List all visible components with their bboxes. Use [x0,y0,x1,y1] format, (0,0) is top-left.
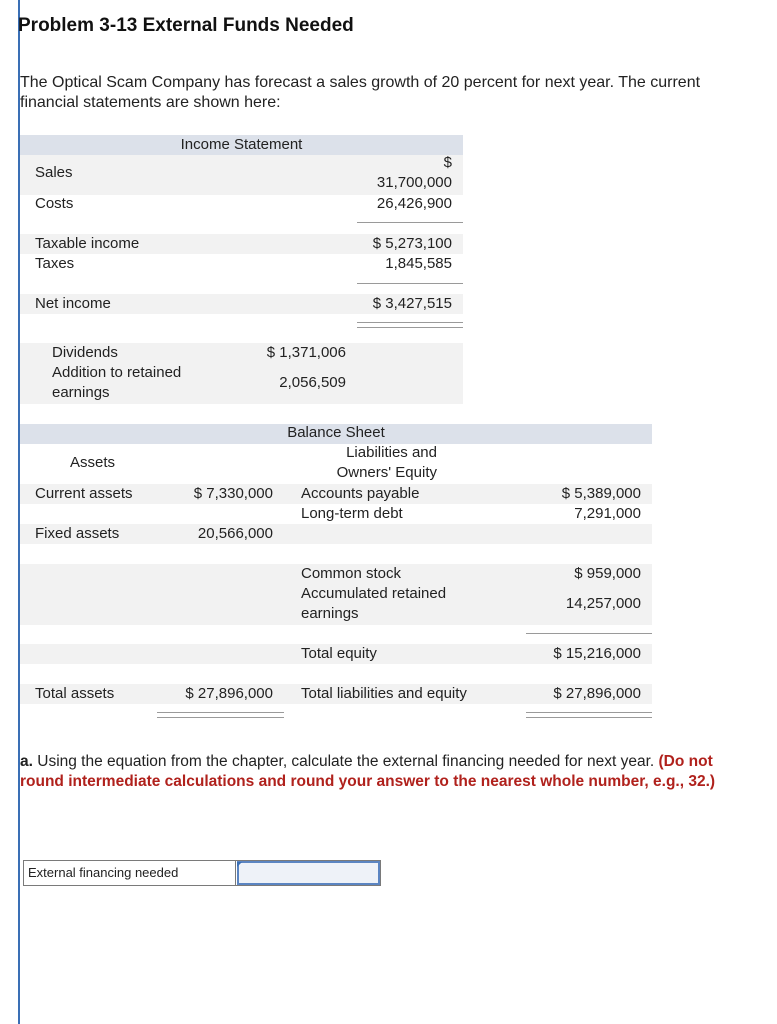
accumulated-retained-label: Accumulated retained earnings [301,585,447,622]
income-statement-header: Income Statement [180,136,303,153]
input-marker-icon [237,862,242,867]
net-income-value: $ 3,427,515 [372,295,452,312]
answer-row [23,860,381,886]
common-stock-label: Common stock [301,565,402,582]
total-assets-label: Total assets [35,685,115,702]
taxes-label: Taxes [35,255,75,272]
common-stock-value: $ 959,000 [574,565,641,582]
page-title: Problem 3-13 External Funds Needed [18,15,354,36]
current-assets-label: Current assets [35,485,133,502]
currency-symbol: $ [443,154,452,171]
fixed-assets-value: 20,566,000 [197,525,273,542]
question-label: a. [20,753,33,770]
dividends-value: $ 1,371,006 [266,344,346,361]
total-assets-value: $ 27,896,000 [185,685,273,702]
long-term-debt-label: Long-term debt [301,505,403,522]
total-equity-label: Total equity [301,645,377,662]
question-text: Using the equation from the chapter, calculate the external financing needed for next year. [37,753,655,770]
current-assets-value: $ 7,330,000 [193,485,273,502]
addition-retained-label: Addition to retained earnings [52,364,182,401]
accumulated-retained-value: 14,257,000 [565,595,641,612]
accounts-payable-label: Accounts payable [301,485,420,502]
long-term-debt-value: 7,291,000 [574,505,641,522]
intro-text: The Optical Scam Company has forecast a sales growth of 20 percent for next year. The current financial statements are shown here: [20,74,701,111]
fixed-assets-label: Fixed assets [35,525,120,542]
question-note: (Do not round intermediate calculations and round your answer to the nearest whole number, e.g., 32.) [20,753,716,790]
liabilities-header: Liabilities and Owners' Equity [336,444,437,481]
sales-label: Sales [35,164,73,181]
sales-value: 31,700,000 [376,174,452,191]
taxable-income-value: $ 5,273,100 [372,235,452,252]
total-equity-value: $ 15,216,000 [553,645,641,662]
addition-retained-value: 2,056,509 [279,374,346,391]
question-a [20,752,720,792]
dividends-label: Dividends [52,344,118,361]
costs-value: 26,426,900 [376,195,452,212]
external-financing-input[interactable] [237,861,380,885]
costs-label: Costs [35,195,74,212]
answer-label: External financing needed [24,861,236,885]
taxes-value: 1,845,585 [385,255,452,272]
total-liabilities-equity-label: Total liabilities and equity [301,685,467,702]
accounts-payable-value: $ 5,389,000 [561,485,641,502]
assets-header: Assets [70,454,116,471]
total-liabilities-equity-value: $ 27,896,000 [553,685,641,702]
balance-sheet-header: Balance Sheet [287,424,385,441]
taxable-income-label: Taxable income [35,235,140,252]
net-income-label: Net income [35,295,111,312]
